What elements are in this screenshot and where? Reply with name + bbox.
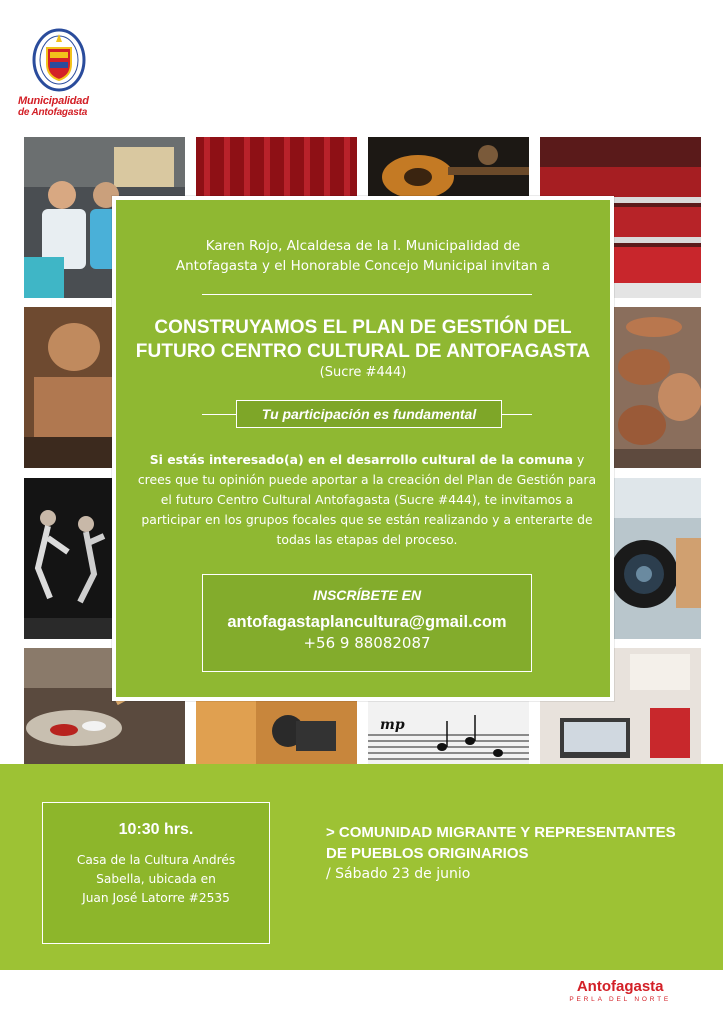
tagline-rule-right: [502, 414, 532, 415]
logo-name-line2: de Antofagasta: [18, 107, 88, 118]
photo-red-curtain: [196, 137, 357, 197]
municipality-logo: [18, 28, 108, 120]
brand-tagline: PERLA DEL NORTE: [569, 996, 671, 1003]
place-line-1: Casa de la Cultura Andrés: [76, 853, 236, 867]
photo-dancers: [24, 478, 112, 639]
audience-line-1: > COMUNIDAD MIGRANTE Y REPRESENTANTES: [326, 824, 676, 841]
photo-guitar: [368, 137, 529, 197]
audience-line-2: DE PUEBLOS ORIGINARIOS: [326, 845, 529, 862]
photo-pottery: [614, 307, 701, 468]
place-line-3: Juan José Latorre #2535: [82, 891, 230, 905]
body-rest: y crees que tu opinión puede aportar a la creación del Plan de Gestión para el futuro Centro Cultural Antofagasta (Sucre #444), te invitamos a participar en los grupos focales que se están realizando y a enterarte de todas las etapas del proceso.: [137, 452, 597, 547]
event-time-place-box: [42, 802, 270, 944]
brand-name: Antofagasta: [576, 978, 664, 995]
event-title: [116, 316, 610, 364]
registration-box: [202, 574, 532, 672]
title-line-2: FUTURO CENTRO CULTURAL DE ANTOFAGASTA: [135, 341, 591, 362]
event-date: / Sábado 23 de junio: [326, 866, 471, 882]
invitation-panel: [112, 196, 614, 701]
logo-name-line1: Municipalidad: [18, 95, 89, 107]
photo-photographer: [196, 701, 357, 764]
event-time: 10:30 hrs.: [118, 821, 194, 838]
registration-phone: +56 9 88082087: [303, 634, 431, 652]
registration-email-link[interactable]: antofagastaplancultura@gmail.com: [227, 613, 507, 631]
municipal-seal-icon: [32, 28, 86, 96]
invitation-intro: [116, 236, 610, 276]
event-details-band: [0, 764, 723, 970]
registration-heading: INSCRÍBETE EN: [312, 587, 422, 603]
antofagasta-brand-logo: [569, 978, 671, 1003]
body-bold: Si estás interesado(a) en el desarrollo cultural de la comuna: [149, 452, 574, 467]
event-place: [43, 851, 269, 908]
photo-camera-lens: [614, 478, 701, 639]
event-address-subtitle: (Sucre #444): [319, 365, 407, 380]
intro-line-2: Antofagasta y el Honorable Concejo Municipal invitan a: [175, 258, 551, 274]
place-line-2: Sabella, ubicada en: [96, 872, 216, 886]
event-audience: [326, 822, 706, 885]
photo-actor-performing: [24, 307, 112, 468]
invitation-body: [136, 450, 598, 550]
music-dynamic-mark: mp: [380, 717, 405, 733]
photo-sheet-music: [368, 701, 529, 764]
title-line-1: CONSTRUYAMOS EL PLAN DE GESTIÓN DEL: [154, 317, 572, 338]
intro-line-1: Karen Rojo, Alcaldesa de la I. Municipalidad de: [205, 238, 521, 254]
participation-tagline: Tu participación es fundamental: [236, 400, 502, 428]
divider: [202, 294, 532, 295]
